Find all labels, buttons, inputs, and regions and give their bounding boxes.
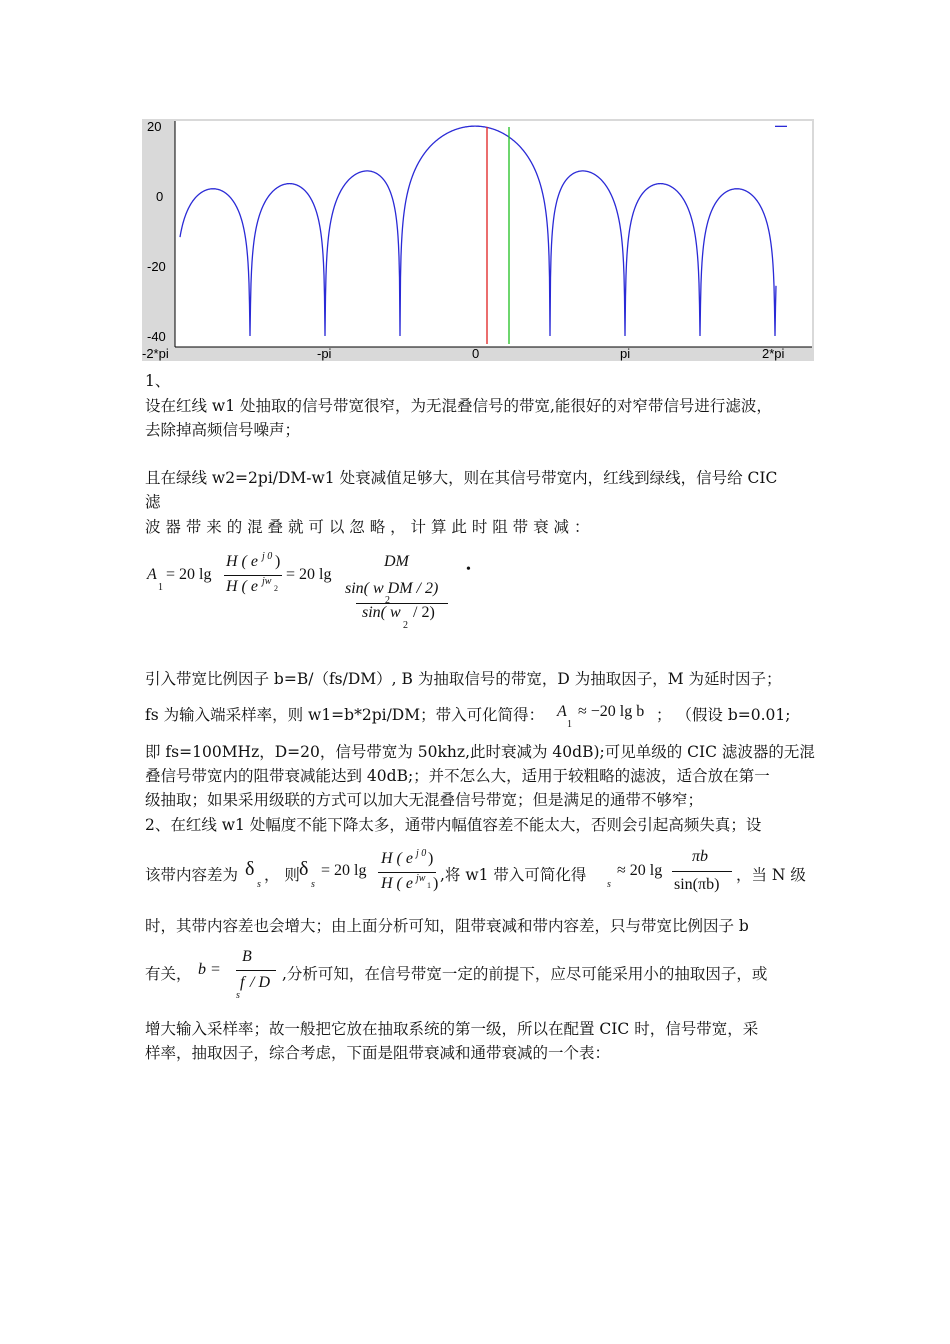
section-2-line-1: 2、在红线 w1 处幅度不能下降太多，通带内幅值容差不能太大，否则会引起高频失真；设 (145, 816, 762, 834)
x-tick-label: 2*pi (762, 346, 785, 361)
section-2-line-2d: ，当 N 级 (736, 866, 806, 884)
y-tick-label: 20 (147, 119, 162, 134)
paragraph-2-line-2: 滤 (145, 493, 161, 511)
paragraph-2-line-1: 且在绿线 w2=2pi/DM-w1 处衰减值足够大，则在其信号带宽内，红线到绿线，信号给 CIC (145, 469, 778, 487)
section-1-number: 1、 (145, 372, 171, 390)
x-tick-label: -2*pi (142, 346, 169, 361)
paragraph-3-line-2a: fs 为输入端采样率，则 w1=b*2pi/DM；带入可化简得： (145, 706, 545, 724)
section-2-line-5: 增大输入采样率；故一般把它放在抽取系统的第一级，所以在配置 CIC 时，信号带宽，采 (145, 1020, 759, 1038)
paragraph-3-line-2b: ； （假设 b=0.01; (656, 706, 791, 724)
y-tick-label: -40 (147, 329, 166, 344)
paragraph-2-line-3: 波 器 带 来 的 混 叠 就 可 以 忽 略 ， 计 算 此 时 阻 带 衰 减 ： (145, 518, 590, 536)
section-2-line-6: 样率，抽取因子，综合考虑，下面是阻带衰减和通带衰减的一个表： (145, 1044, 611, 1062)
paragraph-1-line-1: 设在红线 w1 处抽取的信号带宽很窄，为无混叠信号的带宽,能很好的对窄带信号进行滤波， (145, 397, 772, 415)
x-tick-label: -pi (317, 346, 332, 361)
x-tick-label: pi (620, 346, 631, 361)
paragraph-3-line-4: 叠信号带宽内的阻带衰减能达到 40dB;；并不怎么大，适用于较粗略的滤波，适合放在第一 (145, 767, 770, 785)
section-2-line-4a: 有关， (145, 965, 192, 983)
plot-area (175, 121, 812, 347)
section-2-line-2b: ， 则 (264, 866, 300, 884)
section-2-line-4b: ,分析可知，在信号带宽一定的前提下，应尽可能采用小的抽取因子，或 (282, 965, 768, 983)
section-2-line-2a: 该带内容差为 (145, 866, 239, 884)
frequency-response-figure (142, 119, 814, 361)
section-2-line-2c: ,将 w1 带入可简化得 (440, 866, 587, 884)
paragraph-1-line-2: 去除掉高频信号噪声； (145, 421, 301, 439)
frequency-response-plot (142, 119, 814, 361)
section-2-line-3: 时，其带内容差也会增大；由上面分析可知，阻带衰减和带内容差，只与带宽比例因子 b (145, 917, 749, 935)
paragraph-3-line-5: 级抽取；如果采用级联的方式可以加大无混叠信号带宽；但是满足的通带不够窄； (145, 791, 704, 809)
y-tick-label: -20 (147, 259, 166, 274)
delta-symbol: δ (245, 858, 255, 880)
document-page: 20 0 -20 -40 -2*pi -pi 0 pi 2*pi 1、 设在红线 w1 处抽取的信号带宽很窄，为无混叠信号的带宽,能很好的对窄带信号进行滤波， 去除掉高频信号噪声； 且在绿线 w2=2pi/DM-w1 处衰减值足够大，则在其信号带宽内，红线到绿线，信号给 CIC 滤 波 器 带 来 的 混 叠 就 可 以 忽 略 ， 计 算 此 时 阻 带 衰 减 ： A 1 = 20 lg H ( e j 0 ) H ( e jw 2 = 20 lg DM sin( w DM / 2) 2 sin( w 2 / 2) • 引入带宽比例因子 b=B/（fs/DM）, B 为抽取信号的带宽，D 为抽取因子，M 为延时因子； fs 为输入端采样率，则 w1=b*2pi/DM；带入可化简得： A 1 ≈ −20 lg b ； （假设 b=0.01; 即 fs=100MHz，D=20，信号带宽为 50khz,此时衰减为 40dB);可见单级的 CIC 滤波器的无混 叠信号带宽内的阻带衰减能达到 40dB;；并不怎么大，适用于较粗略的滤波，适合放在第一 级抽取；如果采用级联的方式可以加大无混叠信号带宽；但是满足的通带不够窄； 2、在红线 w1 处幅度不能下降太多，通带内幅值容差不能太大，否则会引起高频失真；设 该带内容差为 δ s ， 则 δ s = 20 lg H ( e j 0 ) H ( e jw 1 ) ,将 w1 带入可简化得 s ≈ 20 lg πb sin(πb) ，当 N 级 时，其带内容差也会增大；由上面分析可知，阻带衰减和带内容差，只与带宽比例因子 b 有关， b = B f s / D ,分析可知，在信号带宽一定的前提下，应尽可能采用小的抽取因子，或 增大输入采样率；故一般把它放在抽取系统的第一级，所以在配置 CIC 时，信号带宽，采 样率，抽取因子，综合考虑，下面是阻带衰减和通带衰减的一个表： (0, 0, 950, 1344)
paragraph-3-line-3: 即 fs=100MHz，D=20，信号带宽为 50khz,此时衰减为 40dB);可见单级的 CIC 滤波器的无混 (145, 743, 815, 761)
paragraph-3-line-1: 引入带宽比例因子 b=B/（fs/DM）, B 为抽取信号的带宽，D 为抽取因子，M 为延时因子； (145, 670, 782, 688)
x-tick-label: 0 (472, 346, 480, 361)
y-tick-label: 0 (156, 189, 164, 204)
